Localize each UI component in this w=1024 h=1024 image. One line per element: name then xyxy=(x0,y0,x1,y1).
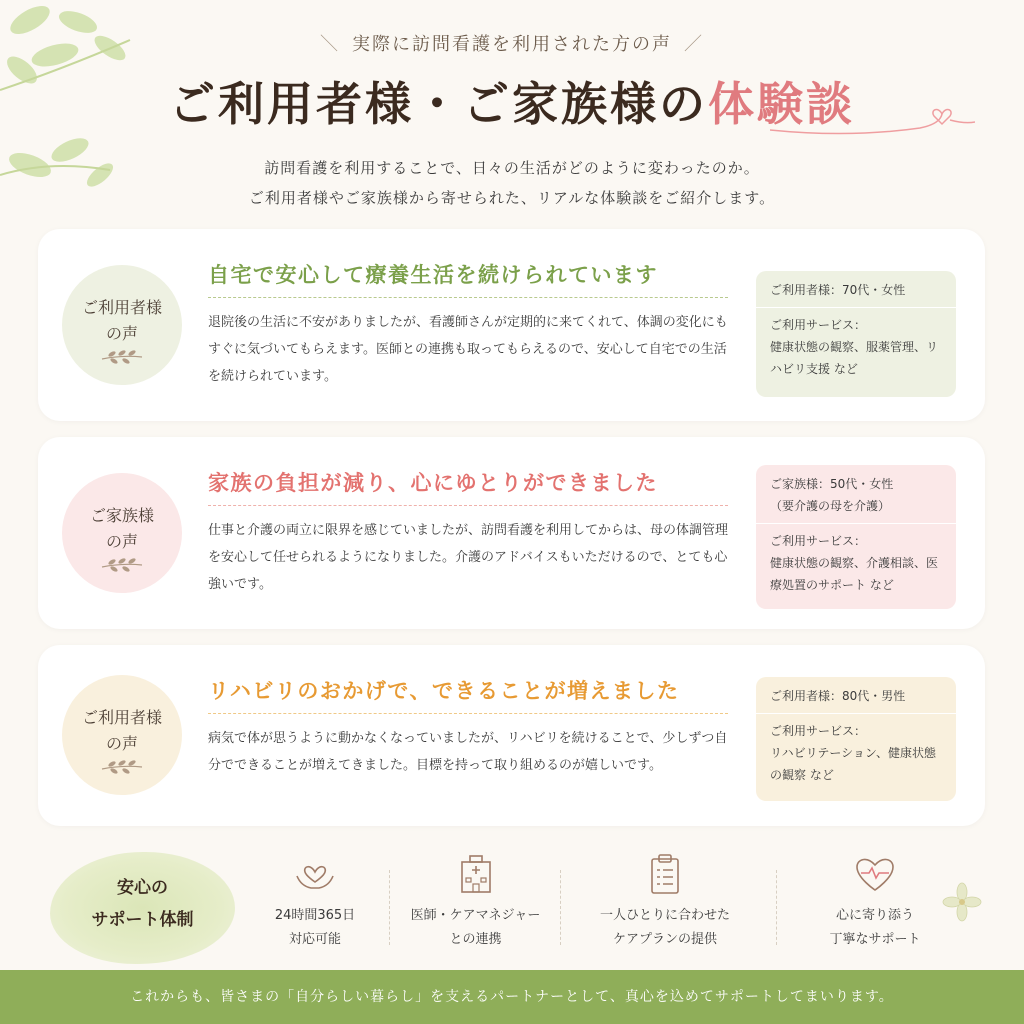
service-detail: 健康状態の観察、介護相談、医療処置のサポート など xyxy=(770,556,939,592)
testimonial-card xyxy=(38,229,985,421)
footer-message: これからも、皆さまの「自分らしい暮らし」を支えるパートナーとして、真心を込めてサポートしてまいります。 xyxy=(0,970,1024,1024)
service-label: ご利用サービス： xyxy=(770,534,867,548)
testimonial-title: 自宅で安心して療養生活を続けられています xyxy=(208,259,728,298)
page-title-accent: 体験談 xyxy=(708,77,855,131)
page-title-main: ご利用者様・ご家族様の xyxy=(169,77,708,131)
service-label: ご利用サービス： xyxy=(770,724,867,738)
testimonial-body: 仕事と介護の両立に限界を感じていましたが、訪問看護を利用してからは、母の体調管理を安心して任せられるようになりました。介護のアドバイスもいただけるので、とても心強いです。 xyxy=(208,523,729,592)
heart-swash-icon xyxy=(770,100,975,140)
service-detail: リハビリテーション、健康状態の観察 など xyxy=(770,746,936,782)
sprig-icon xyxy=(100,759,144,775)
service-label: ご利用サービス： xyxy=(770,318,867,332)
testimonial-card xyxy=(38,645,985,826)
service-detail: 健康状態の観察、服薬管理、リハビリ支援 など xyxy=(770,340,939,376)
hospital-icon xyxy=(454,852,498,896)
testimonial-title: 家族の負担が減り、心にゆとりができました xyxy=(208,467,728,506)
feature-item: 医師・ケアマネジャー との連携 xyxy=(398,852,553,952)
eyebrow-text: ＼ 実際に訪問看護を利用された方の声 ／ xyxy=(320,34,704,55)
user-info-box xyxy=(756,271,956,397)
user-info-box xyxy=(756,465,956,609)
user-info-sub: （要介護の母を介護） xyxy=(770,499,891,513)
user-info: ご利用者様：80代・男性 xyxy=(770,689,906,703)
voice-badge: ご利用者様 の声 xyxy=(62,265,182,385)
sprig-icon xyxy=(100,557,144,573)
feature-item: 24時間365日 対応可能 xyxy=(250,852,380,952)
feature-item: 一人ひとりに合わせた ケアプランの提供 xyxy=(570,852,760,952)
user-info: ご家族様：50代・女性 xyxy=(770,477,894,491)
support-label-blob: 安心の サポート体制 xyxy=(50,852,235,964)
intro-text: 訪問看護を利用することで、日々の生活がどのように変わったのか。 ご利用者様やご家族様から寄せられた、リアルな体験談をご紹介します。 xyxy=(248,159,776,207)
heart-hands-icon xyxy=(293,852,337,896)
user-info: ご利用者様：70代・女性 xyxy=(770,283,906,297)
flower-decoration-icon xyxy=(942,882,982,922)
user-info-box xyxy=(756,677,956,801)
heartbeat-icon xyxy=(853,852,897,896)
testimonial-card xyxy=(38,437,985,629)
clipboard-icon xyxy=(643,852,687,896)
feature-item: 心に寄り添う 丁寧なサポート xyxy=(790,852,960,952)
voice-badge: ご家族様 の声 xyxy=(62,473,182,593)
sprig-icon xyxy=(100,349,144,365)
testimonial-title: リハビリのおかげで、できることが増えました xyxy=(208,675,728,714)
testimonial-body: 病気で体が思うように動かなくなっていましたが、リハビリを続けることで、少しずつ自分でできることが増えてきました。目標を持って取り組めるのが嬉しいです。 xyxy=(208,731,728,773)
testimonial-body: 退院後の生活に不安がありましたが、看護師さんが定期的に来てくれて、体調の変化にもすぐに気づいてもらえます。医師との連携も取ってもらえるので、安心して自宅での生活を続けられています。 xyxy=(208,315,728,384)
voice-badge: ご利用者様 の声 xyxy=(62,675,182,795)
